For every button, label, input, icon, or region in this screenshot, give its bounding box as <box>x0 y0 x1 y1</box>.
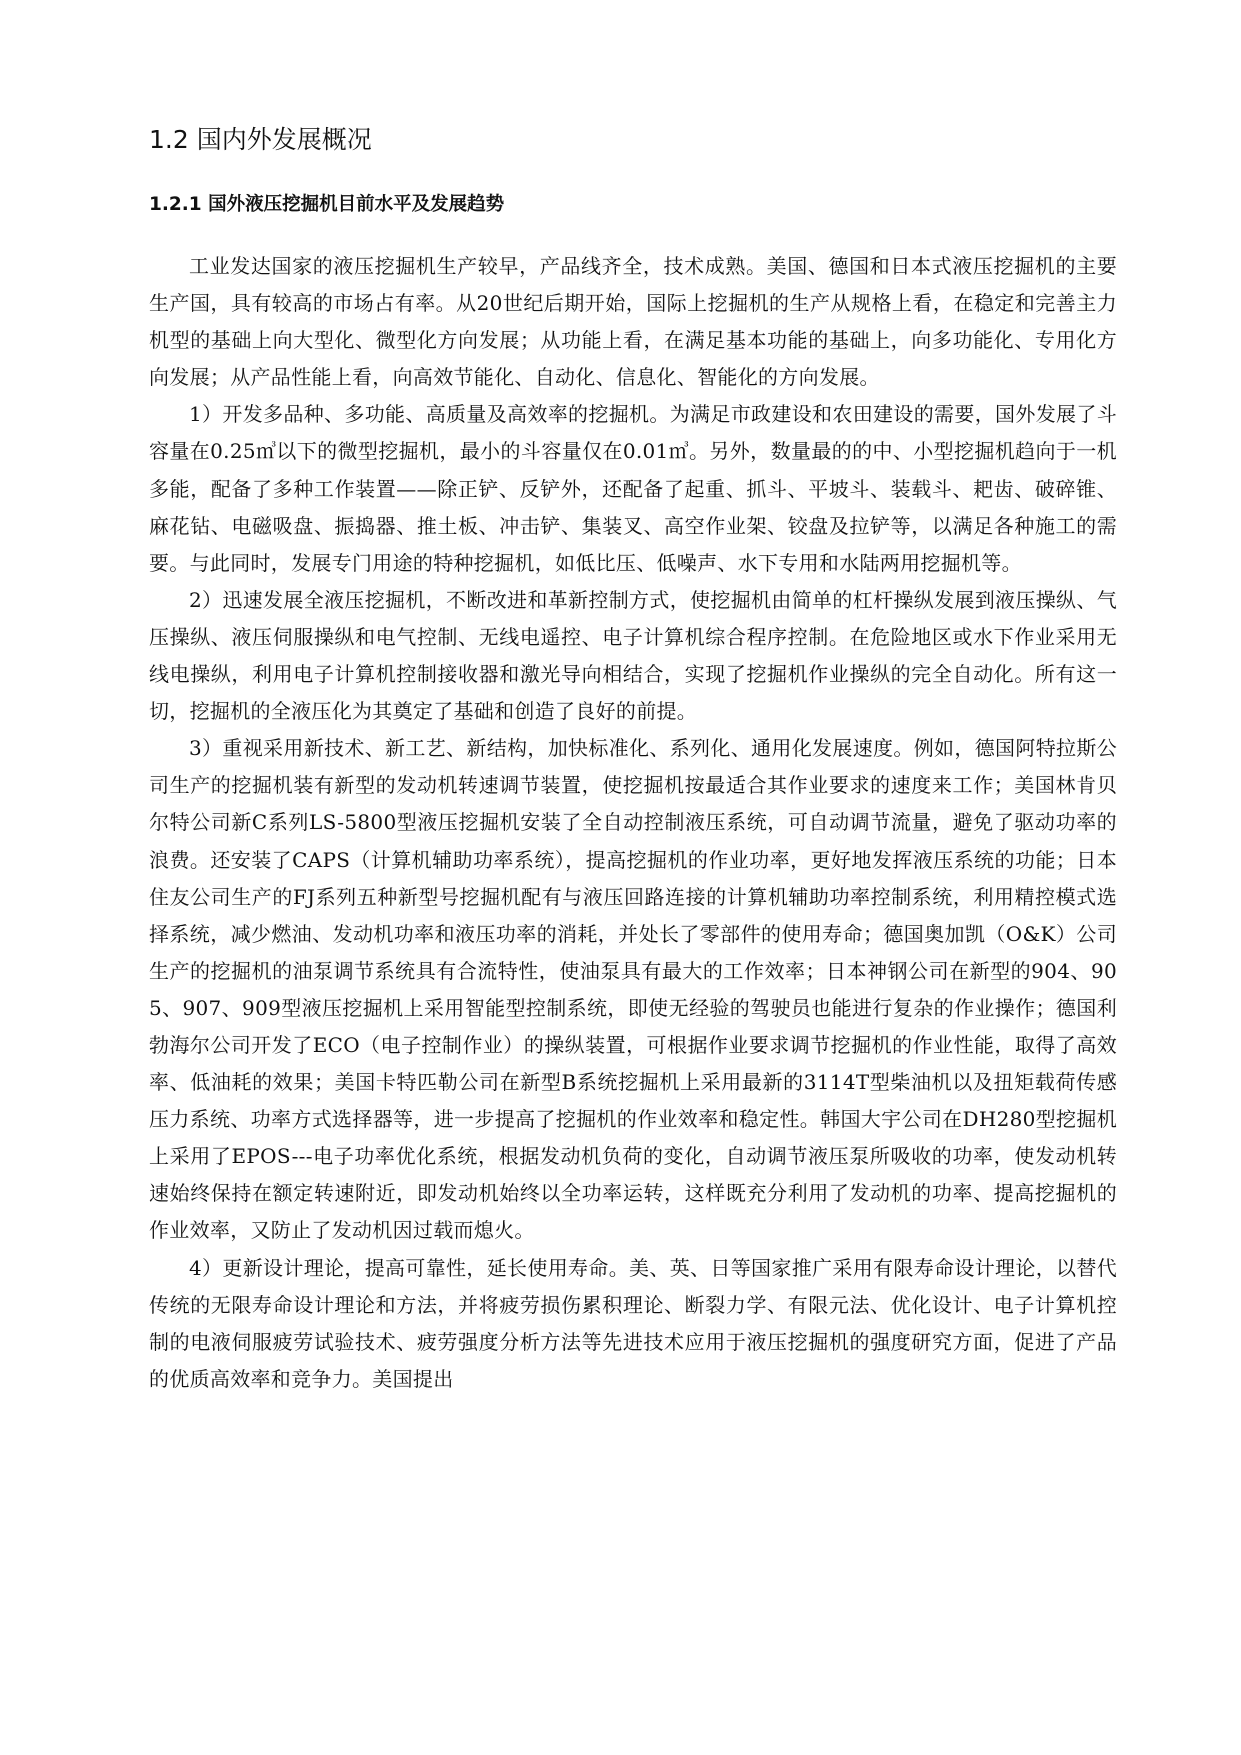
paragraph-item-4: 4）更新设计理论，提高可靠性，延长使用寿命。美、英、日等国家推广采用有限寿命设计理论，以替代传统的无限寿命设计理论和方法，并将疲劳损伤累积理论、断裂力学、有限元法、优化设计、电子计算机控制的电液伺服疲劳试验技术、疲劳强度分析方法等先进技术应用于液压挖掘机的强度研究方面，促进了产品的优质高效率和竞争力。美国提出 <box>149 1255 1117 1391</box>
paragraph-item-1: 1）开发多品种、多功能、高质量及高效率的挖掘机。为满足市政建设和农田建设的需要，国外发展了斗容量在0.25㎥以下的微型挖掘机，最小的斗容量仅在0.01㎥。另外，数量最的的中、小型挖掘机趋向于一机多能，配备了多种工作装置——除正铲、反铲外，还配备了起重、抓斗、平坡斗、装载斗、耙齿、破碎锥、麻花钻、电磁吸盘、振捣器、推土板、冲击铲、集装叉、高空作业架、铰盘及拉铲等，以满足各种施工的需要。与此同时，发展专门用途的特种挖掘机，如低比压、低噪声、水下专用和水陆两用挖掘机等。 <box>149 402 1117 575</box>
paragraph-intro: 工业发达国家的液压挖掘机生产较早，产品线齐全，技术成熟。美国、德国和日本式液压挖掘机的主要生产国，具有较高的市场占有率。从20世纪后期开始，国际上挖掘机的生产从规格上看，在稳定和完善主力机型的基础上向大型化、微型化方向发展；从功能上看，在满足基本功能的基础上，向多功能化、专用化方向发展；从产品性能上看，向高效节能化、自动化、信息化、智能化的方向发展。 <box>149 254 1117 390</box>
paragraph-item-2: 2）迅速发展全液压挖掘机，不断改进和革新控制方式，使挖掘机由简单的杠杆操纵发展到液压操纵、气压操纵、液压伺服操纵和电气控制、无线电遥控、电子计算机综合程序控制。在危险地区或水下作业采用无线电操纵，利用电子计算机控制接收器和激光导向相结合，实现了挖掘机作业操纵的完全自动化。所有这一切，挖掘机的全液压化为其奠定了基础和创造了良好的前提。 <box>149 587 1117 724</box>
subsection-heading: 1.2.1 国外液压挖掘机目前水平及发展趋势 <box>149 194 505 215</box>
section-heading: 1.2 国内外发展概况 <box>149 125 372 154</box>
paragraph-item-3: 3）重视采用新技术、新工艺、新结构，加快标准化、系列化、通用化发展速度。例如，德国阿特拉斯公司生产的挖掘机装有新型的发动机转速调节装置，使挖掘机按最适合其作业要求的速度来工作；美国林肯贝尔特公司新C系列LS-5800型液压挖掘机安装了全自动控制液压系统，可自动调节流量，避免了驱动功率的浪费。还安装了CAPS（计算机辅助功率系统），提高挖掘机的作业功率，更好地发挥液压系统的功能；日本住友公司生产的FJ系列五种新型号挖掘机配有与液压回路连接的计算机辅助功率控制系统，利用精控模式选择系统，减少燃油、发动机功率和液压功率的消耗，并处长了零部件的使用寿命；德国奥加凯（O&K）公司生产的挖掘机的油泵调节系统具有合流特性，使油泵具有最大的工作效率；日本神钢公司在新型的904、905、907、909型液压挖掘机上采用智能型控制系统，即使无经验的驾驶员也能进行复杂的作业操作；德国利勃海尔公司开发了ECO（电子控制作业）的操纵装置，可根据作业要求调节挖掘机的作业性能，取得了高效率、低油耗的效果；美国卡特匹勒公司在新型B系统挖掘机上采用最新的3114T型柴油机以及扭矩载荷传感压力系统、功率方式选择器等，进一步提高了挖掘机的作业效率和稳定性。韩国大宇公司在DH280型挖掘机上采用了EPOS---电子功率优化系统，根据发动机负荷的变化，自动调节液压泵所吸收的功率，使发动机转速始终保持在额定转速附近，即发动机始终以全功率运转，这样既充分利用了发动机的功率、提高挖掘机的作业效率，又防止了发动机因过载而熄火。 <box>149 736 1117 1243</box>
body-text <box>149 248 1117 1398</box>
